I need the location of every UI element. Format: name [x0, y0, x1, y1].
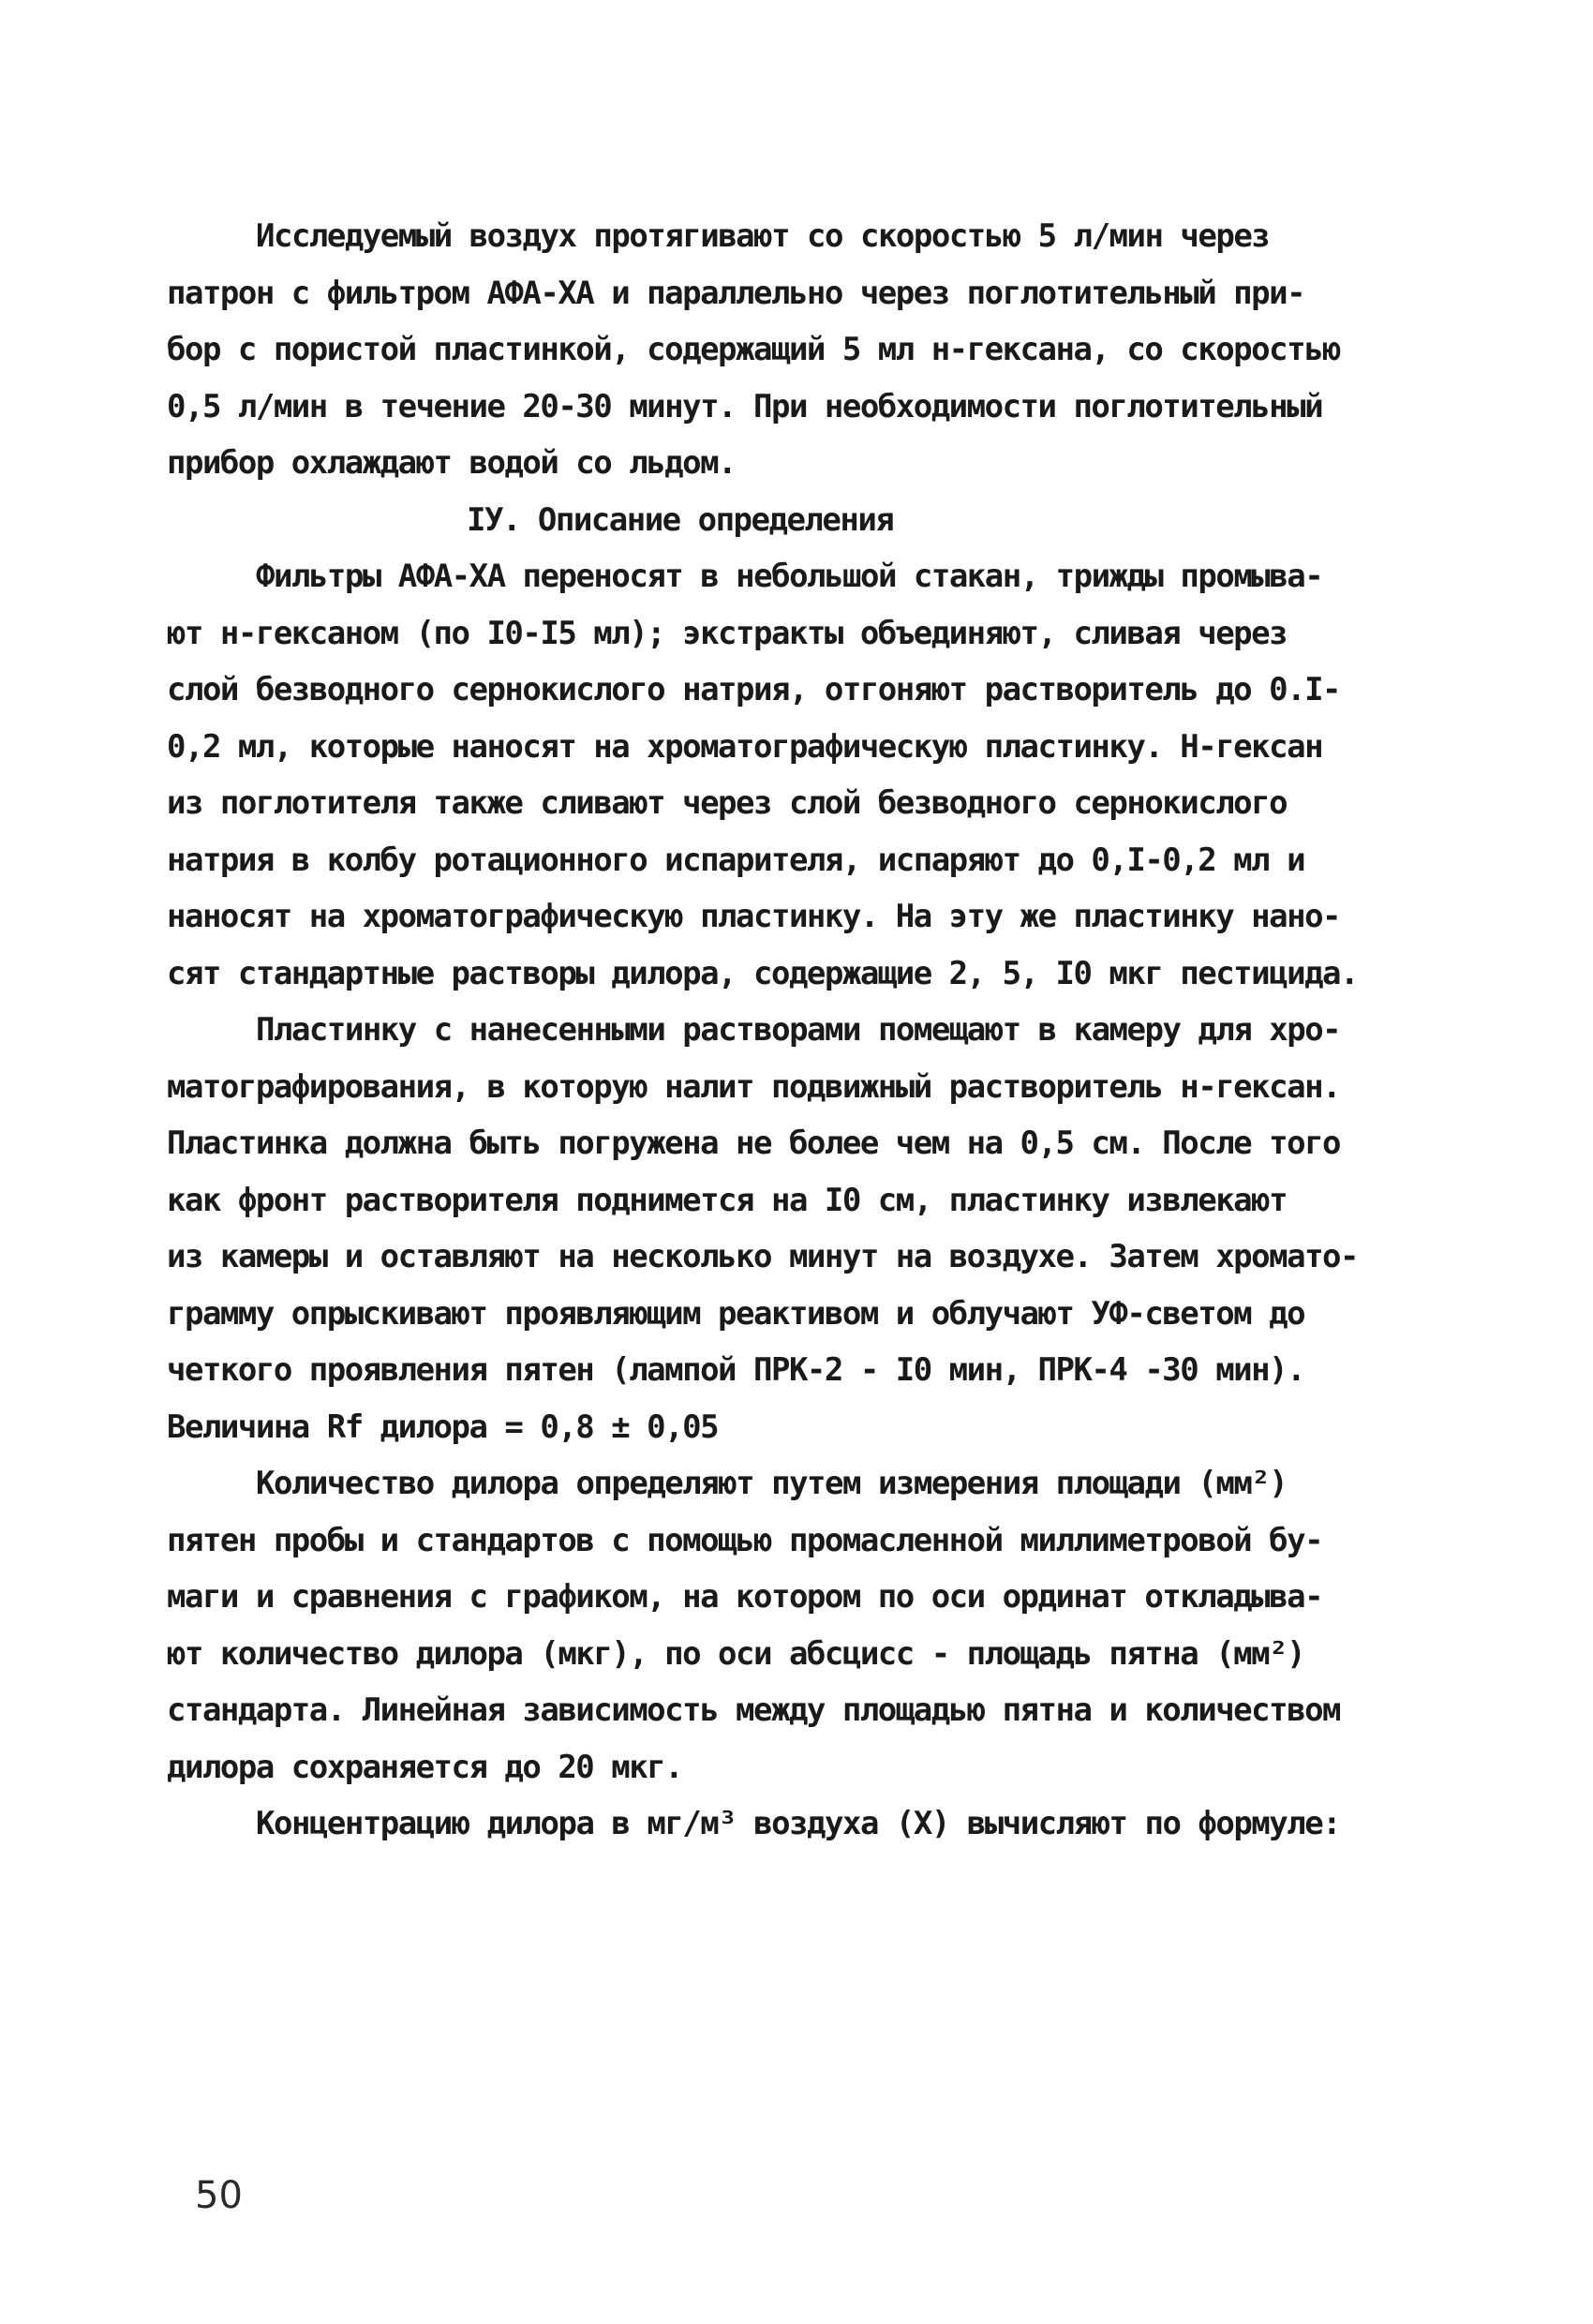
text-line: 0,5 л/мин в течение 20-30 минут. При необходимости поглотительный: [167, 387, 1323, 425]
text-line: грамму опрыскивают проявляющим реактивом и облучают УФ-светом до: [167, 1294, 1305, 1333]
text-line: из поглотителя также сливают через слой безводного сернокислого: [167, 784, 1288, 822]
text-line: Исследуемый воздух протягивают со скоростью 5 л/мин через: [256, 217, 1270, 255]
text-line: ют н-гексаном (по I0-I5 мл); экстракты объединяют, сливая через: [167, 614, 1288, 652]
text-line: сят стандартные растворы дилора, содержащие 2, 5, I0 мкг пестицида.: [167, 954, 1358, 992]
text-line: Концентрацию дилора в мг/м³ воздуха (X) вычисляют по формуле:: [256, 1805, 1341, 1842]
text-line: 0,2 мл, которые наносят на хроматографическую пластинку. Н-гексан: [167, 727, 1323, 766]
text-line: четкого проявления пятен (лампой ПРК-2 - I0 мин, ПРК-4 -30 мин).: [167, 1351, 1305, 1389]
section-heading: IУ. Описание определения: [467, 500, 894, 539]
body-text: [167, 208, 1422, 1853]
text-line: из камеры и оставляют на несколько минут на воздухе. Затем хромато-: [167, 1238, 1358, 1275]
text-line: матографирования, в которую налит подвижный растворитель н-гексан.: [167, 1067, 1341, 1106]
text-line: Пластинка должна быть погружена не более чем на 0,5 см. После того: [167, 1125, 1341, 1162]
text-line: стандарта. Линейная зависимость между площадью пятна и количеством: [167, 1691, 1341, 1729]
text-line: бор с пористой пластинкой, содержащий 5 мл н-гексана, со скоростью: [167, 331, 1341, 368]
text-line: Величина Rf дилора = 0,8 ± 0,05: [167, 1408, 719, 1446]
text-line: дилора сохраняется до 20 мкг.: [167, 1748, 683, 1786]
text-line: патрон с фильтром АФА-ХА и параллельно через поглотительный при-: [167, 274, 1305, 312]
text-line: ют количество дилора (мкг), по оси абсцисс - площадь пятна (мм²): [167, 1634, 1305, 1673]
text-line: натрия в колбу ротационного испарителя, испаряют до 0,I-0,2 мл и: [167, 841, 1305, 879]
text-line: как фронт растворителя поднимется на I0 см, пластинку извлекают: [167, 1181, 1288, 1219]
page-number: 50: [195, 2174, 243, 2217]
text-line: наносят на хроматографическую пластинку. На эту же пластинку нано-: [167, 898, 1341, 935]
text-line: слой безводного сернокислого натрия, отгоняют растворитель до 0.I-: [167, 671, 1341, 708]
text-line: Количество дилора определяют путем измерения площади (мм²): [256, 1465, 1288, 1502]
text-line: Фильтры АФА-ХА переносят в небольшой стакан, трижды промыва-: [256, 558, 1323, 595]
text-line: Пластинку с нанесенными растворами помещают в камеру для хро-: [256, 1011, 1341, 1049]
text-line: прибор охлаждают водой со льдом.: [167, 444, 737, 482]
text-line: маги и сравнения с графиком, на котором по оси ординат откладыва-: [167, 1578, 1323, 1616]
text-line: пятен пробы и стандартов с помощью промасленной миллиметровой бу-: [167, 1521, 1323, 1559]
